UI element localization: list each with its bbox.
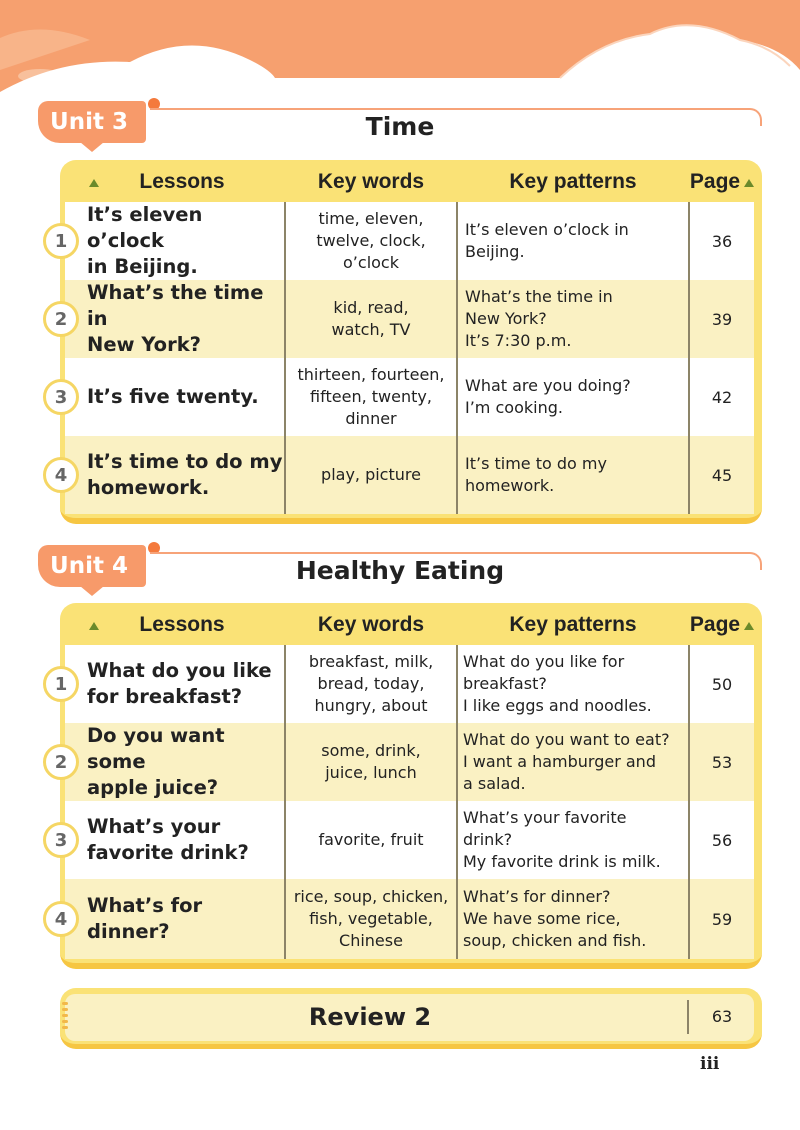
lesson-key-patterns: What are you doing? I’m cooking. [465, 376, 631, 417]
column-divider [687, 1000, 689, 1034]
lesson-key-words: play, picture [321, 465, 421, 484]
review-2-bar[interactable] [60, 988, 762, 1049]
lesson-key-words: rice, soup, chicken, fish, vegetable, Chinese [293, 887, 449, 950]
header-corner-left [89, 179, 99, 187]
lesson-key-words: time, eleven, twelve, clock, o’clock [316, 209, 426, 272]
lesson-key-patterns: It’s time to do my homework. [465, 454, 607, 495]
lesson-page-number: 50 [711, 674, 733, 694]
lesson-number-badge: 1 [43, 666, 79, 702]
lesson-row[interactable] [54, 202, 754, 280]
lesson-number-badge: 3 [43, 379, 79, 415]
lesson-row[interactable] [54, 358, 754, 436]
lesson-page-number: 36 [711, 231, 733, 251]
lesson-title: Do you want some apple juice? [87, 724, 225, 799]
unit-4-table [54, 603, 762, 969]
column-divider [456, 202, 458, 514]
lesson-page-number: 56 [711, 830, 733, 850]
lesson-title: It’s five twenty. [87, 385, 259, 408]
lesson-key-patterns: What’s for dinner? We have some rice, soup, chicken and fish. [463, 887, 647, 950]
column-divider [688, 202, 690, 514]
lesson-title: What’s for dinner? [87, 894, 203, 943]
lesson-key-patterns: What’s your favorite drink? My favorite drink is milk. [463, 808, 661, 871]
lesson-page-number: 39 [711, 309, 733, 329]
lesson-page-number: 53 [711, 752, 733, 772]
lesson-number-badge: 2 [43, 744, 79, 780]
lesson-title: What’s the time in New York? [87, 281, 264, 356]
lesson-key-patterns: What’s the time in New York? It’s 7:30 p.m. [465, 287, 613, 350]
review-title: Review 2 [308, 1003, 432, 1031]
lesson-row[interactable] [54, 436, 754, 514]
header-page: Page [689, 170, 741, 193]
lesson-row[interactable] [54, 801, 754, 879]
lesson-page-number: 45 [711, 465, 733, 485]
header-key-patterns: Key patterns [509, 170, 637, 193]
header-corner-left [89, 622, 99, 630]
unit-4-title: Healthy Eating [295, 556, 505, 585]
lesson-key-patterns: What do you want to eat? I want a hamburger and a salad. [463, 730, 670, 793]
header-key-patterns: Key patterns [509, 613, 637, 636]
header-key-words: Key words [317, 613, 425, 636]
header-cloud-banner [0, 0, 800, 100]
unit-3-tab: Unit 3 [38, 101, 146, 143]
unit-3-title: Time [365, 112, 435, 141]
lesson-page-number: 59 [711, 909, 733, 929]
header-corner-right [744, 179, 754, 187]
lesson-page-number: 42 [711, 387, 733, 407]
lesson-row[interactable] [54, 645, 754, 723]
unit-3-table [54, 160, 762, 524]
column-divider [284, 645, 286, 959]
unit-4-tab: Unit 4 [38, 545, 146, 587]
lesson-key-words: some, drink, juice, lunch [321, 741, 421, 782]
lesson-row[interactable] [54, 280, 754, 358]
lesson-key-words: breakfast, milk, bread, today, hungry, about [308, 652, 434, 715]
lesson-key-patterns: It’s eleven o’clock in Beijing. [465, 220, 629, 261]
lesson-number-badge: 4 [43, 901, 79, 937]
lesson-title: It’s time to do my homework. [87, 450, 283, 499]
lesson-row[interactable] [54, 879, 754, 959]
lesson-number-badge: 1 [43, 223, 79, 259]
review-page-number: 63 [711, 1007, 733, 1026]
lesson-title: What do you like for breakfast? [87, 659, 272, 708]
header-page: Page [689, 613, 741, 636]
lesson-key-words: favorite, fruit [318, 830, 424, 849]
header-corner-right [744, 622, 754, 630]
column-divider [688, 645, 690, 959]
lesson-title: It’s eleven o’clock in Beijing. [87, 203, 203, 278]
lesson-key-words: kid, read, watch, TV [331, 298, 411, 339]
lesson-title: What’s your favorite drink? [87, 815, 249, 864]
lesson-number-badge: 2 [43, 301, 79, 337]
column-divider [456, 645, 458, 959]
header-key-words: Key words [317, 170, 425, 193]
lesson-number-badge: 4 [43, 457, 79, 493]
column-divider [284, 202, 286, 514]
header-lessons: Lessons [139, 613, 225, 636]
header-lessons: Lessons [139, 170, 225, 193]
lesson-key-words: thirteen, fourteen, fifteen, twenty, dinner [297, 365, 445, 428]
lesson-number-badge: 3 [43, 822, 79, 858]
page-folio: iii [700, 1054, 720, 1074]
lesson-row[interactable] [54, 723, 754, 801]
lesson-key-patterns: What do you like for breakfast? I like eggs and noodles. [463, 652, 652, 715]
